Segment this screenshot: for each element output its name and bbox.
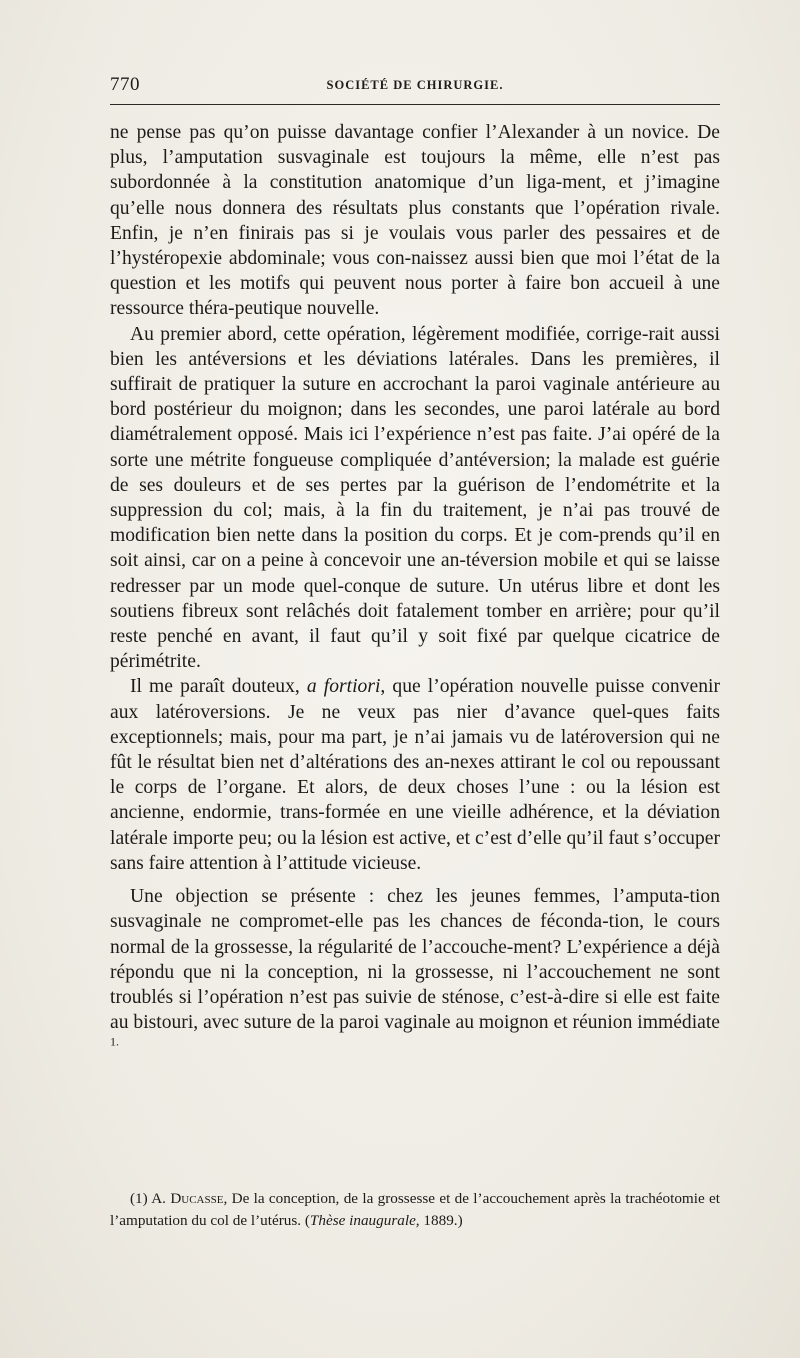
body-text (110, 120, 720, 1061)
page-number: 770 (110, 74, 140, 95)
paragraph-3-italic: a fortiori (306, 676, 381, 698)
footnote-author: Ducasse, (170, 1190, 228, 1207)
footnote-year: 1889.) (419, 1212, 463, 1229)
page-header (110, 74, 720, 98)
footnote-italic: Thèse inaugurale, (309, 1212, 420, 1229)
paragraph-1: ne pense pas qu’on puisse davantage confier l’Alexander à un novice. De plus, l’amputation susvaginale est toujours la même, elle n’est pas subordonnée à la constitution anatomique d’un liga-ment, et j’imagine qu’elle nous donnera des résultats plus constants que l’opération rivale. Enfin, je n’en finirais pas si je voulais vous parler des pessaires et de l’hystéropexie abdominale; vous con-naissez aussi bien que moi l’état de la question et les motifs qui peuvent nous porter à faire bon accueil à une ressource théra-peutique nouvelle. (110, 122, 720, 320)
footnote-marker: (1) A. (130, 1190, 166, 1207)
footnote-reference[interactable]: 1. (110, 1034, 119, 1049)
paragraph-3-end: , que l’opération nouvelle puisse convenir aux latéroversions. Je ne veux pas nier d’avance quel-ques faits exceptionnels; mais, pour ma part, je n’ai jamais vu de latéroversion qui ne fût le résultat bien net d’altérations des an-nexes attirant le col ou repoussant le corps de l’organe. Et alors, de deux choses l’une : ou la lésion est ancienne, endormie, trans-formée en une vieille adhérence, et la déviation latérale importe peu; ou la lésion est active, et c’est d’elle qu’il faut s’occuper sans faire attention à l’attitude vicieuse. (110, 676, 720, 874)
footnote (110, 1188, 720, 1232)
header-rule (110, 104, 720, 105)
paragraph-2: Au premier abord, cette opération, légèrement modifiée, corrige-rait aussi bien les antéversions et les déviations latérales. Dans les premières, il suffirait de pratiquer la suture en accrochant la paroi vaginale antérieure au bord postérieur du moignon; dans les secondes, une paroi latérale au bord diamétralement opposé. Mais ici l’expérience n’est pas faite. J’ai opéré de la sorte une métrite fongueuse compliquée d’antéversion; la malade est guérie de ses douleurs et de ses pertes par la guérison de l’endométrite et la suppression du col; mais, à la fin du traitement, je n’ai pas trouvé de modification bien nette dans la position du corps. Et je com-prends qu’il en soit ainsi, car on a peine à concevoir une an-téversion mobile et qui se laisse redresser par un mode quel-conque de suture. Un utérus libre et dont les soutiens fibreux sont relâchés doit fatalement tomber en arrière; pour qu’il reste penché en avant, il faut qu’il y soit fixé par quelque cicatrice de périmétrite. (110, 323, 720, 673)
paragraph-4-text: Une objection se présente : chez les jeunes femmes, l’amputa-tion susvaginale ne compromet-elle pas les chances de féconda-tion, le cours normal de la grossesse, la régularité de l’accouche-ment? L’expérience a déjà répondu que ni la conception, ni la grossesse, ni l’accouchement ne sont troublés si l’opération n’est pas suivie de sténose, c’est-à-dire si elle est faite au bistouri, avec suture de la paroi vaginale au moignon et réunion immédiate (110, 886, 720, 1034)
paragraph-3-start: Il me paraît douteux, (130, 676, 307, 698)
footnote-text: De la conception, de la grossesse et de l’accouchement après la trachéotomie et l’amputation du col de l’utérus. ( (110, 1190, 720, 1229)
paragraph-4 (110, 884, 720, 1060)
running-title: SOCIÉTÉ DE CHIRURGIE. (326, 78, 504, 92)
paragraph-3 (110, 674, 720, 876)
